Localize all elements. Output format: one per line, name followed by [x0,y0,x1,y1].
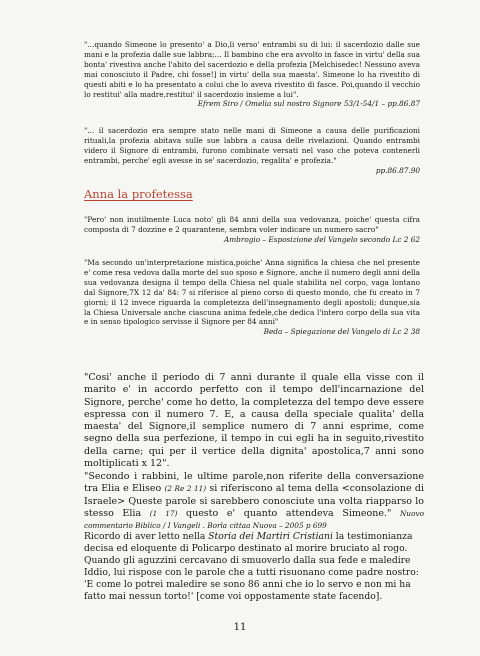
policarpo-text-b: la testimonianza decisa ed eloquente di Policarpo destinato al morire bruciato al rogo. Quando gli aguzzini cercavano di smuoverlo dalla sua fede e maledire Iddio, lui rispose con le parole che a tutti risuonano come padre nostro: [84,531,419,579]
paragraph-rabbini [84,471,424,532]
rabbini-ref-2: (1 17) [149,508,178,518]
section-heading: Anna la profetessa [84,187,193,201]
paragraph-seven-years: "Cosi' anche il periodo di 7 anni durante il quale ella visse con il marito e' in accordo perfetto con il tempo dell'incarnazione del Signore, perche' come ho detto, la completezza del tempo deve essere espressa con il numero 7. E, a causa della speciale qualita' della maesta' del Signore,il semplice numero di 7 anni esprime, come segno della sua perfezione, il tempo in cui egli ha in seguito,rivestito della carne; qui per il vertice della dignita' apostolica,7 anni sono moltiplicati x 12". [84,372,424,470]
rabbini-text-a: "Secondo i rabbini, le ultime parole,non riferite della conversazione tra Elia e Eliseo [84,471,424,495]
paragraph-policarpo [84,531,424,604]
quote-beda [84,258,420,337]
policarpo-book-title: Storia dei Martiri Cristiani [208,531,333,542]
quote-ambrogio [84,215,420,244]
quote-beda-citation: Beda – Spiegazione del Vangelo di Lc 2 38 [263,327,420,337]
rabbini-text-b: si riferiscono al tema della <consolazione di Israele> Queste parole si sarebbero conosciute una volta riapparso lo stesso Elia [84,483,424,519]
quote-ambrogio-text: "Pero' non inutilmente Luca noto' gli 84 anni della sua vedovanza, poiche' questa cifra composta di 7 dozzine e 2 quarantene, sembra voler indicare un numero sacro" [84,215,420,234]
quote-ambrogio-citation: Ambrogio – Esposizione del Vangelo secondo Lc 2 62 [223,234,420,244]
quote-priesthood-citation: pp.86.87.90 [375,165,420,175]
quote-efrem-text: "...quando Simeone lo presento' a Dio,li verso' entrambi su di lui: il sacerdozio dalle sue mani e la profezia dalle sue labbra;... Il bambino che era avvolto in fasce in virtu' della sua bonta' rivestiva anche l'abito del sacerdozio e della profezia [Melchisedec! Nessuno aveva mai conosciuto il Padre, chi fosse!] in virtu' della sua maesta'. Simeone lo ha rivestito di questi abiti e lo ha presentato a colui che lo aveva rivestito di fasce. Poi,quando il vecchio lo restitui' alla madre,restitui' il sacerdozio insieme a lui". [84,40,420,99]
quote-priesthood-text: "... il sacerdozio era sempre stato nelle mani di Simeone a causa delle purificazioni rituali,la profezia abitava sulle sue labbra a causa delle rivelazioni. Quando entrambi videro il Signore di entrambi, furono combinate versati nel vaso che poteva contenerli entrambi, perche' egli avesse in se' sacerdozio, regalita' e profezia." [84,126,420,165]
rabbini-ref-1: (2 Re 2 11) [164,484,207,494]
quote-priesthood [84,126,420,175]
rabbini-source-note: Nuovo commentario Biblico / I Vangeli . Borla cittaa Nuova – 2005 p 699 [84,508,425,531]
policarpo-text-a: Ricordo di aver letto nella [84,531,209,542]
rabbini-text-c: questo e' quanto attendeva Simeone." [177,507,401,519]
quote-efrem [84,40,420,109]
policarpo-quote: 'E come lo potrei maledire se sono 86 anni che io lo servo e non mi ha fatto mai nessun torto!' [come voi oppostamente state facendo]. [84,579,411,603]
page-number: 11 [233,622,247,633]
quote-beda-text: "Ma secondo un'interpretazione mistica,poiche' Anna significa la chiesa che nel presente e' come resa vedova dalla morte del suo sposo e Signore, anche il numero degli anni della sua vedovanza designa il tempo della Chiesa nel quale stabilita nel corpo, vaga lontano dal Signore,7X 12 da' 84: 7 si riferisce al pieno corso di questo mondo, che fu creato in 7 giorni; il 12 invece riguarda la completezza dell'insegnamento degli apostoli; dunque,sia la Chiesa Universale anche ciascuna anima fedele,che dedica l'intero corpo della sua vita e in senso tipologico servisse il Signore per 84 anni" [84,258,420,327]
quote-efrem-citation: Efrem Siro / Omelia sul nostro Signore 53/1-54/1 – pp.86.87 [197,99,420,109]
